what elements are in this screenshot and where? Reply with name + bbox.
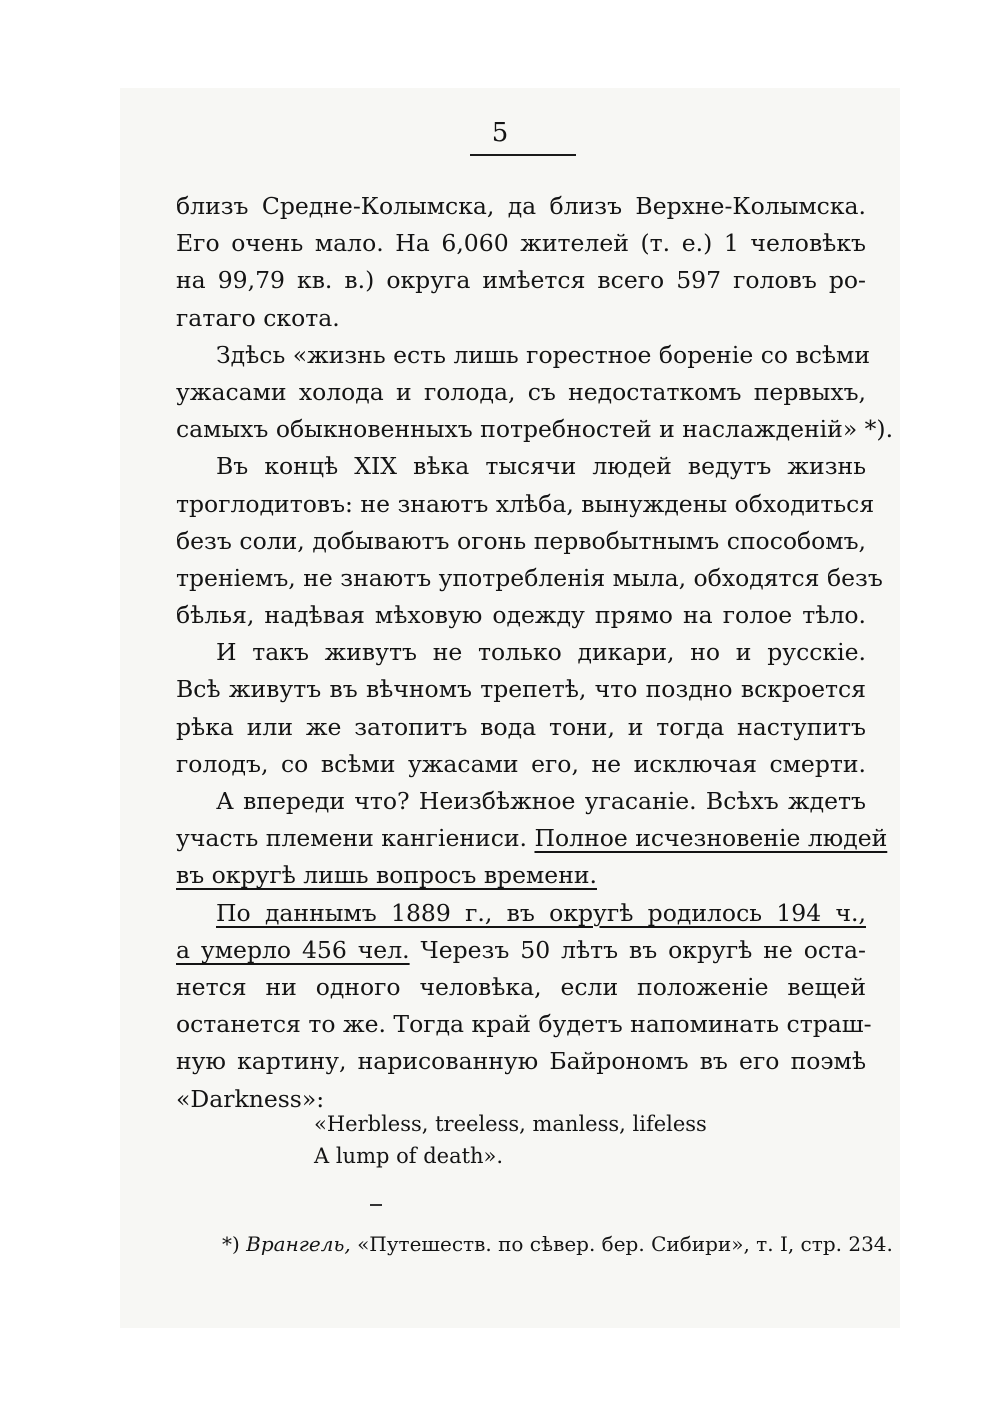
underlined-passage: въ округѣ лишь вопросъ времени.: [176, 861, 597, 890]
footnote-citation: «Путешеств. по сѣвер. бер. Сибири», т. I, стр. 234.: [357, 1232, 893, 1256]
header-rule: [470, 154, 576, 156]
separator-dash: [370, 1204, 382, 1206]
text-line: близъ Средне-Колымска, да близъ Верхне-Колымска.: [176, 192, 866, 220]
poem-quote: [314, 1108, 707, 1172]
footnote: [222, 1230, 893, 1258]
page-number: 5: [491, 118, 509, 148]
poem-line: «Herbless, treeless, manless, lifeless: [314, 1112, 707, 1136]
text-line: «Darkness»:: [176, 1084, 325, 1113]
text-line: троглодитовъ: не знаютъ хлѣба, вынуждены обходиться: [176, 489, 875, 518]
text-fragment: Черезъ 50 лѣтъ въ округѣ не оста-: [420, 935, 866, 964]
text-line: бѣлья, надѣвая мѣховую одежду прямо на голое тѣло.: [176, 601, 866, 630]
text-line: ную картину, нарисованную Байрономъ въ его поэмѣ: [176, 1047, 866, 1076]
body-text: [176, 188, 894, 1118]
text-line: Здѣсь «жизнь есть лишь горестное бореніе со всѣми: [216, 340, 870, 369]
text-line: [176, 932, 866, 969]
text-line: останется то же. Тогда край будетъ напоминать страш-: [176, 1010, 872, 1039]
text-line: ужасами холода и голода, съ недостаткомъ первыхъ,: [176, 377, 866, 406]
footnote-mark: *): [222, 1232, 240, 1256]
text-line: гатаго скота.: [176, 303, 340, 332]
text-line: на 99,79 кв. в.) округа имѣется всего 597 головъ ро-: [176, 266, 866, 295]
text-line: [176, 857, 866, 894]
text-line: Всѣ живутъ въ вѣчномъ трепетѣ, что поздно вскроется: [176, 675, 866, 704]
text-line: Его очень мало. На 6,060 жителей (т. е.) 1 человѣкъ: [176, 229, 866, 258]
text-line: А впереди что? Неизбѣжное угасаніе. Всѣхъ ждетъ: [216, 787, 866, 815]
text-line: безъ соли, добываютъ огонь первобытнымъ способомъ,: [176, 526, 866, 555]
text-fragment: участь племени кангіениси.: [176, 824, 527, 853]
footnote-author: Врангель,: [246, 1232, 351, 1256]
text-line: [176, 820, 888, 857]
poem-line: A lump of death».: [314, 1144, 504, 1168]
text-line: Въ концѣ XIX вѣка тысячи людей ведутъ жизнь: [216, 452, 866, 481]
text-line: самыхъ обыкновенныхъ потребностей и наслажденій» *).: [176, 415, 894, 444]
underlined-passage: По даннымъ 1889 г., въ округѣ родилось 194 ч.,: [216, 898, 866, 927]
text-line: нется ни одного человѣка, если положеніе вещей: [176, 972, 866, 1001]
text-line: треніемъ, не знаютъ употребленія мыла, обходятся безъ: [176, 563, 883, 592]
text-line: голодъ, со всѣми ужасами его, не исключая смерти.: [176, 749, 866, 778]
underlined-passage: Полное исчезновеніе людей: [534, 824, 888, 853]
underlined-passage: а умерло 456 чел.: [176, 935, 410, 964]
text-line: И такъ живутъ не только дикари, но и русскіе.: [216, 638, 866, 667]
text-line: рѣка или же затопитъ вода тони, и тогда наступитъ: [176, 712, 866, 741]
text-line: [176, 895, 866, 932]
